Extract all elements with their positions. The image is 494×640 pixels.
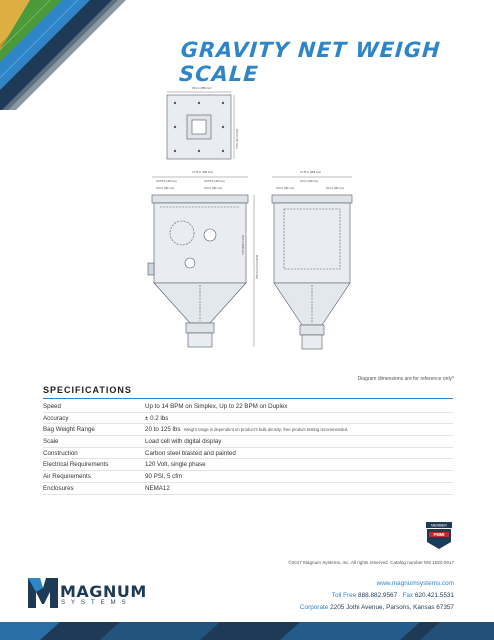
spec-row: [43, 482, 453, 494]
dim-front-small-right: 15.0 in (381 mm): [204, 187, 223, 190]
front-view: [148, 195, 248, 347]
dim-top-side: 18.0 in (457 mm): [235, 129, 238, 149]
pmmi-member-badge: [426, 522, 452, 550]
spec-value: 20 to 125 lbs Weight range is dependent on product's bulk density; free product testing recommended.: [145, 424, 453, 436]
brand-sub: SYSTEMS: [61, 600, 132, 606]
top-view: [167, 95, 231, 159]
spec-value: 90 PSI, 5 cfm: [145, 471, 453, 483]
dim-side-left: 15.0 in (381 mm): [276, 187, 295, 190]
brand-name: MAGNUM: [60, 582, 147, 601]
badge-pmmi-text: PMMI: [433, 532, 445, 538]
dim-top-width: 35.0 in (889 mm): [192, 87, 212, 90]
spec-row: [43, 447, 453, 459]
spec-label: Accuracy: [43, 412, 145, 424]
spec-value: 120 Volt, single phase: [145, 459, 453, 471]
dim-side-width: 37.75 in (959 mm): [300, 171, 322, 174]
spec-label: Construction: [43, 447, 145, 459]
diagram-note: Diagram dimensions are for reference only*: [357, 376, 454, 382]
spec-label: Enclosures: [43, 482, 145, 494]
specifications-heading: SPECIFICATIONS: [43, 385, 132, 395]
fax-label: Fax: [402, 592, 414, 599]
spec-row: [43, 436, 453, 448]
fax-number: 620.421.5531: [414, 592, 454, 599]
copyright: ©2017 Magnum Systems, Inc. All rights reserved. Catalog number MS 1020.0917: [288, 560, 454, 565]
dim-front-mid: 15.875 in (403 mm): [204, 180, 225, 183]
spec-label: Speed: [43, 401, 145, 412]
dim-front-small-left: 15.0 in (381 mm): [156, 187, 175, 190]
specifications-rule: [43, 398, 453, 399]
corner-graphic: [0, 0, 140, 110]
phone-fax-line: [332, 592, 454, 599]
toll-free-number: 888.882.9567: [358, 592, 398, 599]
website-link[interactable]: www.magnumsystems.com: [376, 580, 454, 587]
dim-front-width: 37.75 in (959 mm): [192, 171, 214, 174]
badge-member-text: MEMBER: [431, 523, 447, 528]
corporate-label: Corporate: [299, 604, 329, 611]
spec-row: [43, 471, 453, 483]
spec-value: NEMA12: [145, 482, 453, 494]
spec-label: Air Requirements: [43, 471, 145, 483]
dim-side-mid: 16.0 in (406 mm): [300, 180, 319, 183]
spec-label: Electrical Requirements: [43, 459, 145, 471]
bottom-band: [0, 622, 494, 640]
corporate-address: 2205 Jothi Avenue, Parsons, Kansas 67357: [330, 604, 454, 611]
dim-front-left: 15.875 in (403 mm): [156, 180, 177, 183]
side-view: [272, 195, 352, 349]
dim-front-height2: 33.0 in (838 mm): [241, 235, 244, 255]
spec-label: Scale: [43, 436, 145, 448]
scale-drawing: [130, 85, 370, 375]
dim-side-right: 15.0 in (381 mm): [326, 187, 345, 190]
spec-row: [43, 424, 453, 436]
spec-value: ± 0.2 lbs: [145, 412, 453, 424]
spec-value: Load cell with digital display: [145, 436, 453, 448]
spec-value: Carbon steel blasted and painted: [145, 447, 453, 459]
specifications-table: [43, 401, 453, 495]
spec-label: Bag Weight Range: [43, 424, 145, 436]
spec-value: Up to 14 BPM on Simplex, Up to 22 BPM on Duplex: [145, 401, 453, 412]
spec-row: [43, 459, 453, 471]
spec-row: [43, 401, 453, 412]
spec-footnote: Weight range is dependent on product's bulk density; free product testing recommended.: [183, 427, 349, 433]
toll-free-label: Toll Free: [331, 592, 357, 599]
dim-front-height: 69.875 in (1775 mm): [255, 255, 258, 279]
page-title: GRAVITY NET WEIGH SCALE: [178, 38, 442, 86]
corporate-line: [300, 604, 454, 611]
spec-row: [43, 412, 453, 424]
